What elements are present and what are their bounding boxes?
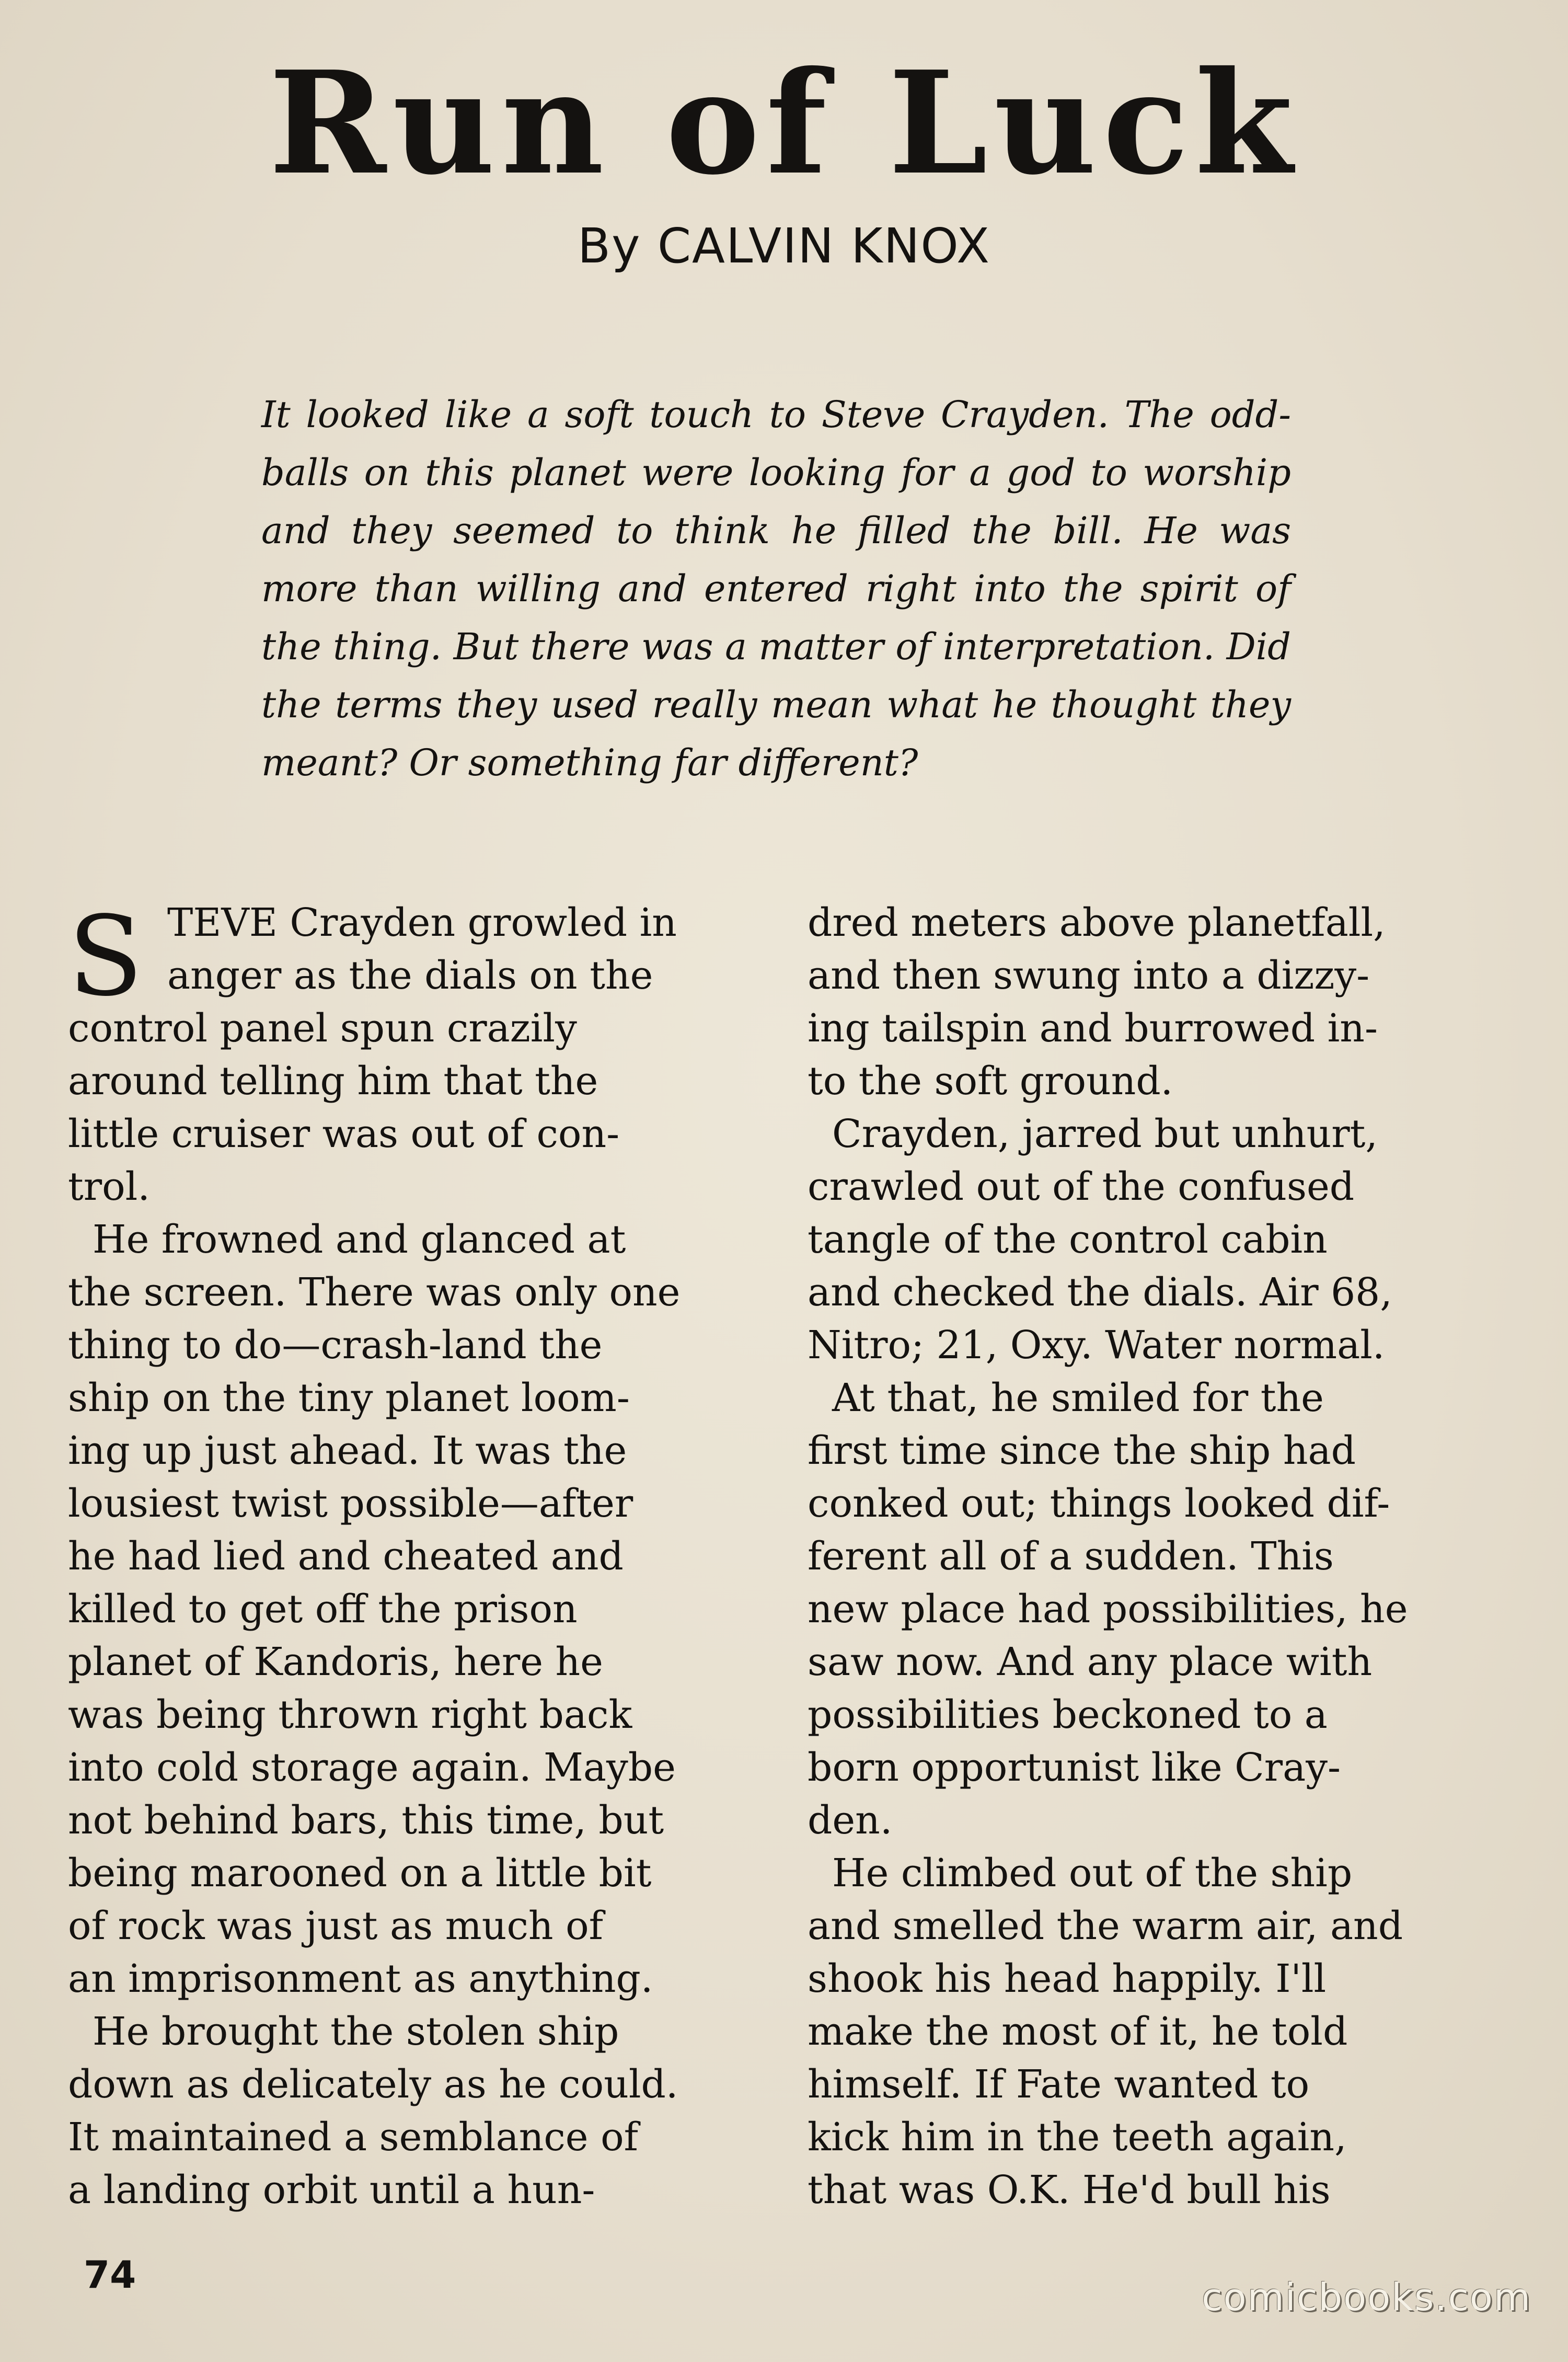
body-line: conked out; things looked dif- [808,1481,1390,1526]
body-line: lousiest twist possible—after [68,1481,633,1526]
body-line: little cruiser was out of con- [68,1111,620,1156]
body-line: anger as the dials on the [167,953,653,998]
body-line: not behind bars, this time, but [68,1798,664,1843]
body-line: born opportunist like Cray- [808,1745,1341,1790]
body-line: Nitro; 21, Oxy. Water normal. [808,1323,1385,1368]
story-title: Run of Luck [269,40,1299,206]
body-line: Crayden, jarred but unhurt, [808,1111,1378,1156]
body-line: killed to get off the prison [68,1587,578,1632]
body-line: tangle of the control cabin [808,1217,1328,1262]
byline: By CALVIN KNOX [578,218,990,274]
site-watermark: comicbooks.com [1201,2275,1531,2319]
body-line: control panel spun crazily [68,1006,577,1051]
body-line: dred meters above planetfall, [808,900,1386,945]
body-line: and then swung into a dizzy- [808,953,1370,998]
body-line: being marooned on a little bit [68,1851,652,1896]
body-line: a landing orbit until a hun- [68,2168,595,2212]
body-line: At that, he smiled for the [808,1375,1324,1420]
body-line: trol. [68,1164,150,1209]
body-line: that was O.K. He'd bull his [808,2168,1331,2212]
body-line: make the most of it, he told [808,2009,1348,2054]
right-column [808,897,1500,2217]
body-line: into cold storage again. Maybe [68,1745,676,1790]
drop-cap: S [68,892,143,1021]
body-line: the screen. There was only one [68,1270,681,1315]
body-line: thing to do—crash-land the [68,1323,603,1368]
body-line: He frowned and glanced at [68,1217,626,1262]
body-line: possibilities beckoned to a [808,1692,1328,1737]
body-line: around telling him that the [68,1059,598,1104]
body-line: TEVE Crayden growled in [167,900,677,945]
body-line: shook his head happily. I'll [808,1956,1327,2001]
body-line: was being thrown right back [68,1692,632,1737]
body-line: and smelled the warm air, and [808,1904,1403,1948]
body-line: himself. If Fate wanted to [808,2062,1310,2107]
body-line: He climbed out of the ship [808,1851,1353,1896]
body-line: to the soft ground. [808,1059,1173,1104]
body-line: planet of Kandoris, here he [68,1639,603,1684]
body-line: crawled out of the confused [808,1164,1355,1209]
body-line: saw now. And any place with [808,1639,1373,1684]
body-line: It maintained a semblance of [68,2115,639,2160]
body-line: ferent all of a sudden. This [808,1534,1334,1579]
body-line: He brought the stolen ship [68,2009,619,2054]
intro-blurb: It looked like a soft touch to Steve Crayden. The odd-balls on this planet were looking for a god to worship and they seemed to think he filled the bill. He was more than willing and entered right into the spirit of the thing. But there was a matter of interpretation. Did the terms they used really mean what he thought they meant? Or something far different? [261,393,1291,784]
body-line: and checked the dials. Air 68, [808,1270,1392,1315]
page-number: 74 [84,2253,136,2297]
body-line: ship on the tiny planet loom- [68,1375,630,1420]
body-line: he had lied and cheated and [68,1534,624,1579]
body-line: kick him in the teeth again, [808,2115,1347,2160]
body-line: ing up just ahead. It was the [68,1428,627,1473]
body-line: an imprisonment as anything. [68,1956,653,2001]
left-column [68,892,755,2217]
body-line: den. [808,1798,893,1843]
body-line: new place had possibilities, he [808,1587,1408,1632]
body-line: down as delicately as he could. [68,2062,678,2107]
body-line: of rock was just as much of [68,1904,604,1948]
body-line: ing tailspin and burrowed in- [808,1006,1378,1051]
body-line: first time since the ship had [808,1428,1356,1473]
